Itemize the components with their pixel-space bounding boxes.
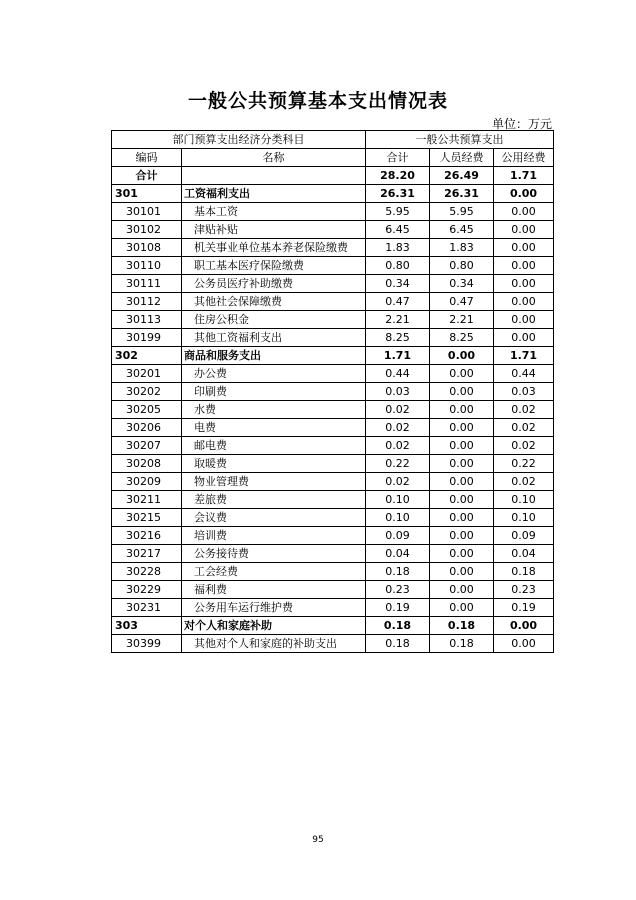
row-personnel: 26.31	[430, 185, 494, 203]
row-public: 0.00	[494, 275, 554, 293]
page-number: 95	[312, 835, 324, 845]
row-personnel: 0.18	[430, 635, 494, 653]
row-total: 2.21	[366, 311, 430, 329]
row-name: 商品和服务支出	[182, 347, 366, 365]
row-public: 0.00	[494, 203, 554, 221]
row-code: 30217	[112, 545, 182, 563]
row-public: 0.00	[494, 293, 554, 311]
row-public: 0.00	[494, 311, 554, 329]
row-name: 物业管理费	[182, 473, 366, 491]
row-personnel: 0.00	[430, 365, 494, 383]
row-total: 0.22	[366, 455, 430, 473]
row-public: 0.23	[494, 581, 554, 599]
total-personnel: 26.49	[430, 167, 494, 185]
header-code: 编码	[112, 149, 182, 167]
row-total: 8.25	[366, 329, 430, 347]
row-total: 0.09	[366, 527, 430, 545]
row-personnel: 2.21	[430, 311, 494, 329]
row-code: 30215	[112, 509, 182, 527]
table-row	[112, 455, 554, 473]
table-row	[112, 581, 554, 599]
table-row	[112, 239, 554, 257]
row-public: 0.02	[494, 419, 554, 437]
row-name: 差旅费	[182, 491, 366, 509]
row-total: 0.23	[366, 581, 430, 599]
row-personnel: 0.18	[430, 617, 494, 635]
row-public: 0.02	[494, 401, 554, 419]
row-public: 0.00	[494, 221, 554, 239]
row-name: 其他社会保障缴费	[182, 293, 366, 311]
row-code: 30102	[112, 221, 182, 239]
row-public: 0.00	[494, 635, 554, 653]
row-code: 30110	[112, 257, 182, 275]
row-name: 工会经费	[182, 563, 366, 581]
row-code: 30208	[112, 455, 182, 473]
row-total: 0.02	[366, 401, 430, 419]
row-personnel: 0.00	[430, 401, 494, 419]
row-total: 0.44	[366, 365, 430, 383]
group-row	[112, 185, 554, 203]
row-name: 对个人和家庭补助	[182, 617, 366, 635]
row-total: 0.02	[366, 437, 430, 455]
row-total: 0.04	[366, 545, 430, 563]
row-total: 0.18	[366, 617, 430, 635]
row-personnel: 0.47	[430, 293, 494, 311]
row-public: 0.00	[494, 329, 554, 347]
row-code: 30199	[112, 329, 182, 347]
row-code: 30205	[112, 401, 182, 419]
row-name: 电费	[182, 419, 366, 437]
row-total: 0.10	[366, 509, 430, 527]
row-code: 30399	[112, 635, 182, 653]
row-name: 培训费	[182, 527, 366, 545]
row-code: 30201	[112, 365, 182, 383]
row-total: 0.18	[366, 563, 430, 581]
table-row	[112, 635, 554, 653]
unit-label: 单位：万元	[491, 117, 552, 131]
table-row	[112, 599, 554, 617]
table-row	[112, 275, 554, 293]
row-public: 0.10	[494, 491, 554, 509]
row-public: 0.22	[494, 455, 554, 473]
row-personnel: 0.00	[430, 419, 494, 437]
row-code: 30228	[112, 563, 182, 581]
row-personnel: 0.00	[430, 491, 494, 509]
table-row	[112, 203, 554, 221]
row-code: 30229	[112, 581, 182, 599]
row-name: 机关事业单位基本养老保险缴费	[182, 239, 366, 257]
total-name-cell	[182, 167, 366, 185]
table-row	[112, 491, 554, 509]
table-row	[112, 401, 554, 419]
row-public: 0.19	[494, 599, 554, 617]
row-name: 福利费	[182, 581, 366, 599]
table-row	[112, 221, 554, 239]
row-name: 公务员医疗补助缴费	[182, 275, 366, 293]
row-code: 30112	[112, 293, 182, 311]
row-personnel: 0.80	[430, 257, 494, 275]
total-public: 1.71	[494, 167, 554, 185]
row-personnel: 0.00	[430, 563, 494, 581]
row-code: 30211	[112, 491, 182, 509]
row-code: 30202	[112, 383, 182, 401]
row-public: 0.00	[494, 617, 554, 635]
row-total: 0.18	[366, 635, 430, 653]
row-name: 津贴补贴	[182, 221, 366, 239]
row-total: 1.71	[366, 347, 430, 365]
header-name: 名称	[182, 149, 366, 167]
total-label: 合计	[112, 167, 182, 185]
row-code: 30111	[112, 275, 182, 293]
table-row	[112, 419, 554, 437]
row-personnel: 0.00	[430, 527, 494, 545]
row-name: 其他对个人和家庭的补助支出	[182, 635, 366, 653]
table-row	[112, 383, 554, 401]
row-code: 30108	[112, 239, 182, 257]
row-public: 0.00	[494, 257, 554, 275]
row-personnel: 6.45	[430, 221, 494, 239]
row-public: 0.00	[494, 185, 554, 203]
table-row	[112, 329, 554, 347]
header-budget: 一般公共预算支出	[366, 131, 554, 149]
row-total: 6.45	[366, 221, 430, 239]
row-total: 5.95	[366, 203, 430, 221]
group-row	[112, 617, 554, 635]
row-code: 30209	[112, 473, 182, 491]
row-code: 301	[112, 185, 182, 203]
row-personnel: 0.00	[430, 455, 494, 473]
row-total: 0.03	[366, 383, 430, 401]
row-name: 职工基本医疗保险缴费	[182, 257, 366, 275]
row-name: 公务用车运行维护费	[182, 599, 366, 617]
row-name: 取暖费	[182, 455, 366, 473]
row-public: 0.09	[494, 527, 554, 545]
row-code: 30206	[112, 419, 182, 437]
table-row	[112, 545, 554, 563]
row-name: 公务接待费	[182, 545, 366, 563]
row-public: 0.18	[494, 563, 554, 581]
row-personnel: 0.00	[430, 581, 494, 599]
budget-table	[111, 130, 554, 653]
row-code: 30216	[112, 527, 182, 545]
table-row	[112, 473, 554, 491]
row-name: 办公费	[182, 365, 366, 383]
row-personnel: 0.00	[430, 473, 494, 491]
row-name: 会议费	[182, 509, 366, 527]
row-code: 303	[112, 617, 182, 635]
row-personnel: 0.00	[430, 347, 494, 365]
table-row	[112, 563, 554, 581]
row-code: 30231	[112, 599, 182, 617]
row-total: 0.34	[366, 275, 430, 293]
row-personnel: 0.00	[430, 545, 494, 563]
row-total: 0.80	[366, 257, 430, 275]
header-total: 合计	[366, 149, 430, 167]
row-personnel: 0.00	[430, 437, 494, 455]
total-total: 28.20	[366, 167, 430, 185]
row-personnel: 1.83	[430, 239, 494, 257]
row-total: 0.19	[366, 599, 430, 617]
row-personnel: 0.34	[430, 275, 494, 293]
row-public: 0.02	[494, 437, 554, 455]
row-name: 邮电费	[182, 437, 366, 455]
table-row	[112, 527, 554, 545]
table-row	[112, 293, 554, 311]
table-row	[112, 311, 554, 329]
row-public: 0.44	[494, 365, 554, 383]
page-title: 一般公共预算基本支出情况表	[187, 90, 448, 112]
row-total: 0.10	[366, 491, 430, 509]
row-name: 工资福利支出	[182, 185, 366, 203]
row-total: 0.02	[366, 419, 430, 437]
header-personnel: 人员经费	[430, 149, 494, 167]
row-name: 住房公积金	[182, 311, 366, 329]
row-personnel: 0.00	[430, 599, 494, 617]
group-row	[112, 347, 554, 365]
row-code: 302	[112, 347, 182, 365]
row-public: 1.71	[494, 347, 554, 365]
row-total: 0.02	[366, 473, 430, 491]
row-total: 1.83	[366, 239, 430, 257]
header-row-2	[112, 149, 554, 167]
row-personnel: 8.25	[430, 329, 494, 347]
total-row	[112, 167, 554, 185]
row-personnel: 5.95	[430, 203, 494, 221]
row-code: 30207	[112, 437, 182, 455]
row-name: 印刷费	[182, 383, 366, 401]
header-row-1	[112, 131, 554, 149]
row-public: 0.04	[494, 545, 554, 563]
row-code: 30113	[112, 311, 182, 329]
row-public: 0.10	[494, 509, 554, 527]
row-name: 基本工资	[182, 203, 366, 221]
row-code: 30101	[112, 203, 182, 221]
table-row	[112, 437, 554, 455]
table-row	[112, 257, 554, 275]
row-public: 0.03	[494, 383, 554, 401]
row-public: 0.02	[494, 473, 554, 491]
row-total: 26.31	[366, 185, 430, 203]
row-total: 0.47	[366, 293, 430, 311]
row-name: 水费	[182, 401, 366, 419]
row-name: 其他工资福利支出	[182, 329, 366, 347]
table-row	[112, 509, 554, 527]
header-public: 公用经费	[494, 149, 554, 167]
row-public: 0.00	[494, 239, 554, 257]
header-classification: 部门预算支出经济分类科目	[112, 131, 366, 149]
row-personnel: 0.00	[430, 383, 494, 401]
row-personnel: 0.00	[430, 509, 494, 527]
table-row	[112, 365, 554, 383]
